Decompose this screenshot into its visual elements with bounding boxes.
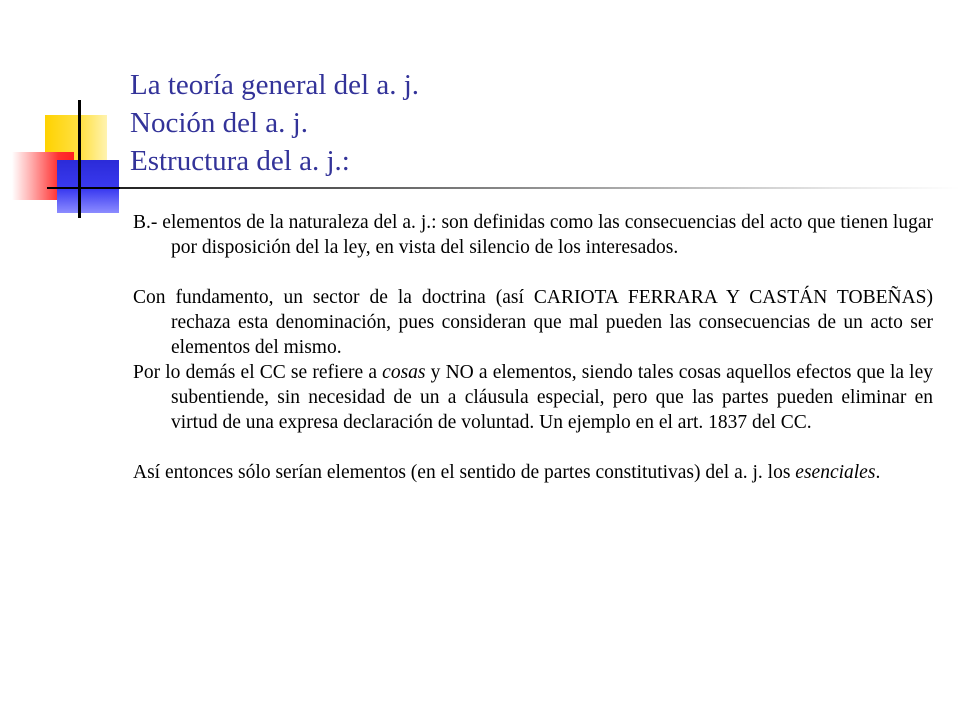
paragraph-esenciales-text-b: .: [875, 462, 881, 483]
paragraph-cosas-emphasis: cosas: [382, 362, 426, 383]
paragraph-esenciales-text-a: Así entonces sólo serían elementos (en el sentido de partes constitutivas) del a. j. los: [133, 462, 796, 483]
title-line-2: Noción del a. j.: [130, 107, 308, 139]
paragraph-cosas: [133, 360, 933, 435]
paragraph-fundamento: Con fundamento, un sector de la doctrina (así CARIOTA FERRARA Y CASTÁN TOBEÑAS) rechaza esta denominación, pues consideran que mal pueden las consecuencias de un acto ser elementos del mismo.: [133, 287, 933, 358]
paragraph-esenciales-emphasis: esenciales: [795, 462, 876, 483]
title-line-1: La teoría general del a. j.: [130, 69, 420, 101]
paragraph-esenciales: [133, 460, 933, 485]
slide-title: [130, 66, 930, 180]
title-line-3: Estructura del a. j.:: [130, 145, 350, 177]
decorative-logo-icon: [0, 0, 130, 230]
logo-vertical-line: [78, 100, 81, 218]
paragraph-cosas-text-a: Por lo demás el CC se refiere a: [133, 362, 383, 383]
logo-horizontal-line: [47, 187, 122, 189]
paragraph-naturaleza: B.- elementos de la naturaleza del a. j.: son definidas como las consecuencias del acto que tienen lugar por disposición del la ley, en vista del silencio de los interesados.: [133, 212, 933, 258]
title-divider: [120, 187, 960, 189]
slide-body: [133, 210, 933, 485]
paragraph-cosas-text-b: y NO a elementos, siendo tales cosas aquellos efectos que la ley subentiende, sin necesidad de un a cláusula especial, pero que las partes pueden eliminar en virtud de una expresa declaración de voluntad. Un ejemplo en el art. 1837 del CC.: [171, 362, 934, 433]
